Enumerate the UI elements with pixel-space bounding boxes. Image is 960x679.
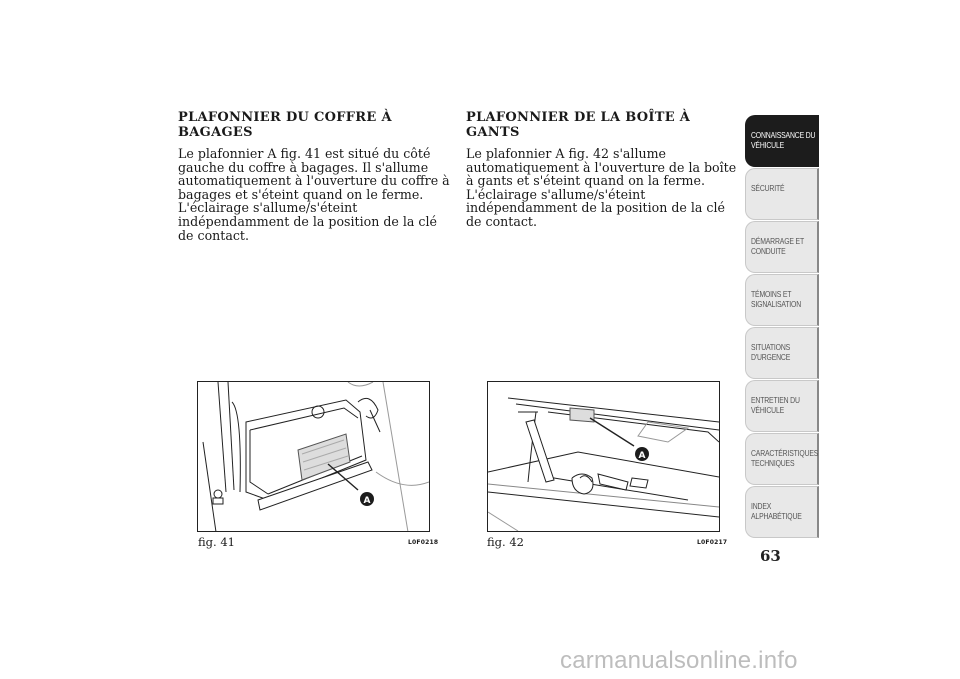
tab-securite[interactable] bbox=[745, 168, 819, 220]
figure-42-glovebox-light-illustration bbox=[487, 381, 720, 532]
section-heading-trunk-light: PLAFONNIER DU COFFRE À BAGAGES bbox=[178, 110, 392, 140]
figure-caption: fig. 42 bbox=[487, 535, 524, 549]
tab-index-alphabetique[interactable] bbox=[745, 486, 819, 538]
figure-41-trunk-light-illustration bbox=[197, 381, 430, 532]
figure-code: L0F0218 bbox=[408, 539, 439, 546]
tab-connaissance-du-vehicule[interactable] bbox=[745, 115, 819, 167]
tab-temoins-et-signalisation[interactable] bbox=[745, 274, 819, 326]
tab-label: DÉMARRAGE ET CONDUITE bbox=[751, 236, 804, 256]
tab-label: CONNAISSANCE DU VÉHICULE bbox=[751, 130, 816, 150]
callout-a-label: A bbox=[363, 496, 371, 506]
tab-caracteristiques-techniques[interactable] bbox=[745, 433, 819, 485]
section-text-trunk-light: Le plafonnier A fig. 41 est situé du côté gauche du coffre à bagages. Il s'allume automatiquement à l'ouverture du coffre à bagages et s'éteint quand on le ferme. L'éclairage s'allume/s'éteint indépendamment de la position de la clé de contact. bbox=[178, 146, 450, 243]
tab-label: TÉMOINS ET SIGNALISATION bbox=[751, 289, 802, 309]
callout-a-label: A bbox=[638, 451, 646, 461]
watermark: carmanualsonline.info bbox=[560, 647, 798, 674]
tab-label: ENTRETIEN DU VÉHICULE bbox=[751, 395, 800, 415]
figure-code: L0F0217 bbox=[697, 539, 728, 546]
right-column bbox=[466, 110, 742, 229]
figure-caption: fig. 41 bbox=[198, 535, 235, 549]
tab-label: INDEX ALPHABÉTIQUE bbox=[751, 501, 802, 521]
tab-label: CARACTÉRISTIQUES TECHNIQUES bbox=[751, 448, 819, 468]
left-column bbox=[178, 110, 454, 242]
page-number: 63 bbox=[760, 547, 781, 565]
tab-label: SITUATIONS D'URGENCE bbox=[751, 342, 791, 362]
tab-demarrage-et-conduite[interactable] bbox=[745, 221, 819, 273]
chapter-sidebar bbox=[745, 115, 819, 539]
section-text-glovebox-light: Le plafonnier A fig. 42 s'allume automatiquement à l'ouverture de la boîte à gants et s'éteint quand on la ferme. L'éclairage s'allume/s'éteint indépendamment de la position de la clé de contact. bbox=[466, 146, 737, 229]
tab-label: SÉCURITÉ bbox=[751, 183, 785, 193]
tab-situations-urgence[interactable] bbox=[745, 327, 819, 379]
tab-entretien-du-vehicule[interactable] bbox=[745, 380, 819, 432]
section-heading-glovebox-light: PLAFONNIER DE LA BOÎTE À GANTS bbox=[466, 110, 691, 140]
